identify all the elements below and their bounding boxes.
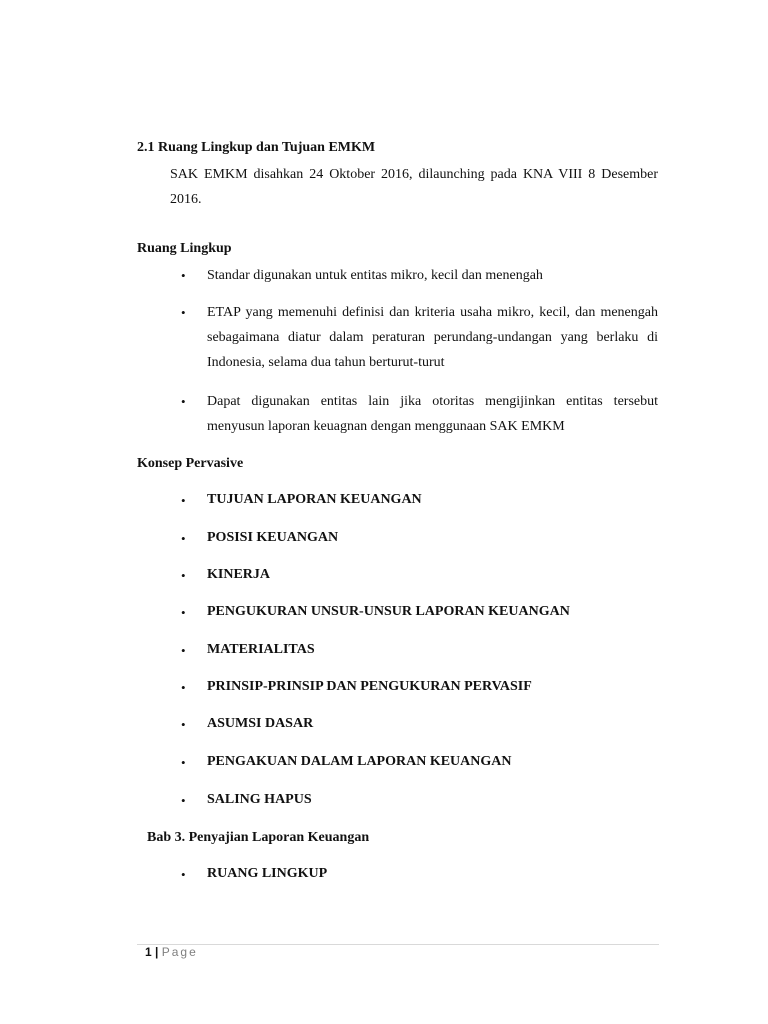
bab3-item: RUANG LINGKUP — [207, 866, 328, 881]
bullet-icon: • — [181, 755, 186, 770]
bullet-icon: • — [181, 717, 186, 732]
bullet-icon: • — [181, 793, 186, 808]
konsep-pervasive-heading: Konsep Pervasive — [137, 456, 244, 471]
ruang-lingkup-item: Standar digunakan untuk entitas mikro, kecil dan menengah — [207, 268, 543, 283]
footer-separator: | — [155, 945, 159, 959]
konsep-item: POSISI KEUANGAN — [207, 530, 339, 545]
konsep-item: PENGAKUAN DALAM LAPORAN KEUANGAN — [207, 754, 512, 769]
konsep-item: MATERIALITAS — [207, 642, 315, 657]
bullet-icon: • — [181, 493, 186, 508]
page-number: 1 — [145, 945, 152, 959]
konsep-item: ASUMSI DASAR — [207, 716, 314, 731]
bullet-icon: • — [181, 531, 186, 546]
section-heading: 2.1 Ruang Lingkup dan Tujuan EMKM — [137, 140, 376, 155]
bullet-icon: • — [181, 394, 186, 409]
bullet-icon: • — [181, 680, 186, 695]
bullet-icon: • — [181, 643, 186, 658]
bullet-icon: • — [181, 268, 186, 283]
ruang-lingkup-item: ETAP yang memenuhi definisi dan kriteria usaha mikro, kecil, dan menengah sebagaimana diatur dalam peraturan perundang-undangan yang berlaku di Indonesia, selama dua tahun berturut-turut — [207, 305, 658, 370]
bullet-icon: • — [181, 867, 186, 882]
ruang-lingkup-item: Dapat digunakan entitas lain jika otoritas mengijinkan entitas tersebut menyusun laporan keuagnan dengan menggunaan SAK EMKM — [207, 394, 658, 434]
bullet-icon: • — [181, 605, 186, 620]
ruang-lingkup-heading: Ruang Lingkup — [137, 241, 232, 256]
intro-paragraph: SAK EMKM disahkan 24 Oktober 2016, dilaunching pada KNA VIII 8 Desember 2016. — [170, 167, 658, 207]
konsep-item: PRINSIP-PRINSIP DAN PENGUKURAN PERVASIF — [207, 679, 532, 694]
page-footer — [145, 945, 198, 959]
page-label: Page — [161, 945, 198, 959]
konsep-item: SALING HAPUS — [207, 792, 312, 807]
konsep-item: TUJUAN LAPORAN KEUANGAN — [207, 492, 422, 507]
bullet-icon: • — [181, 568, 186, 583]
footer-divider — [137, 944, 659, 945]
konsep-item: KINERJA — [207, 567, 271, 582]
bab3-heading: Bab 3. Penyajian Laporan Keuangan — [147, 830, 370, 845]
konsep-item: PENGUKURAN UNSUR-UNSUR LAPORAN KEUANGAN — [207, 604, 570, 619]
bullet-icon: • — [181, 305, 186, 320]
